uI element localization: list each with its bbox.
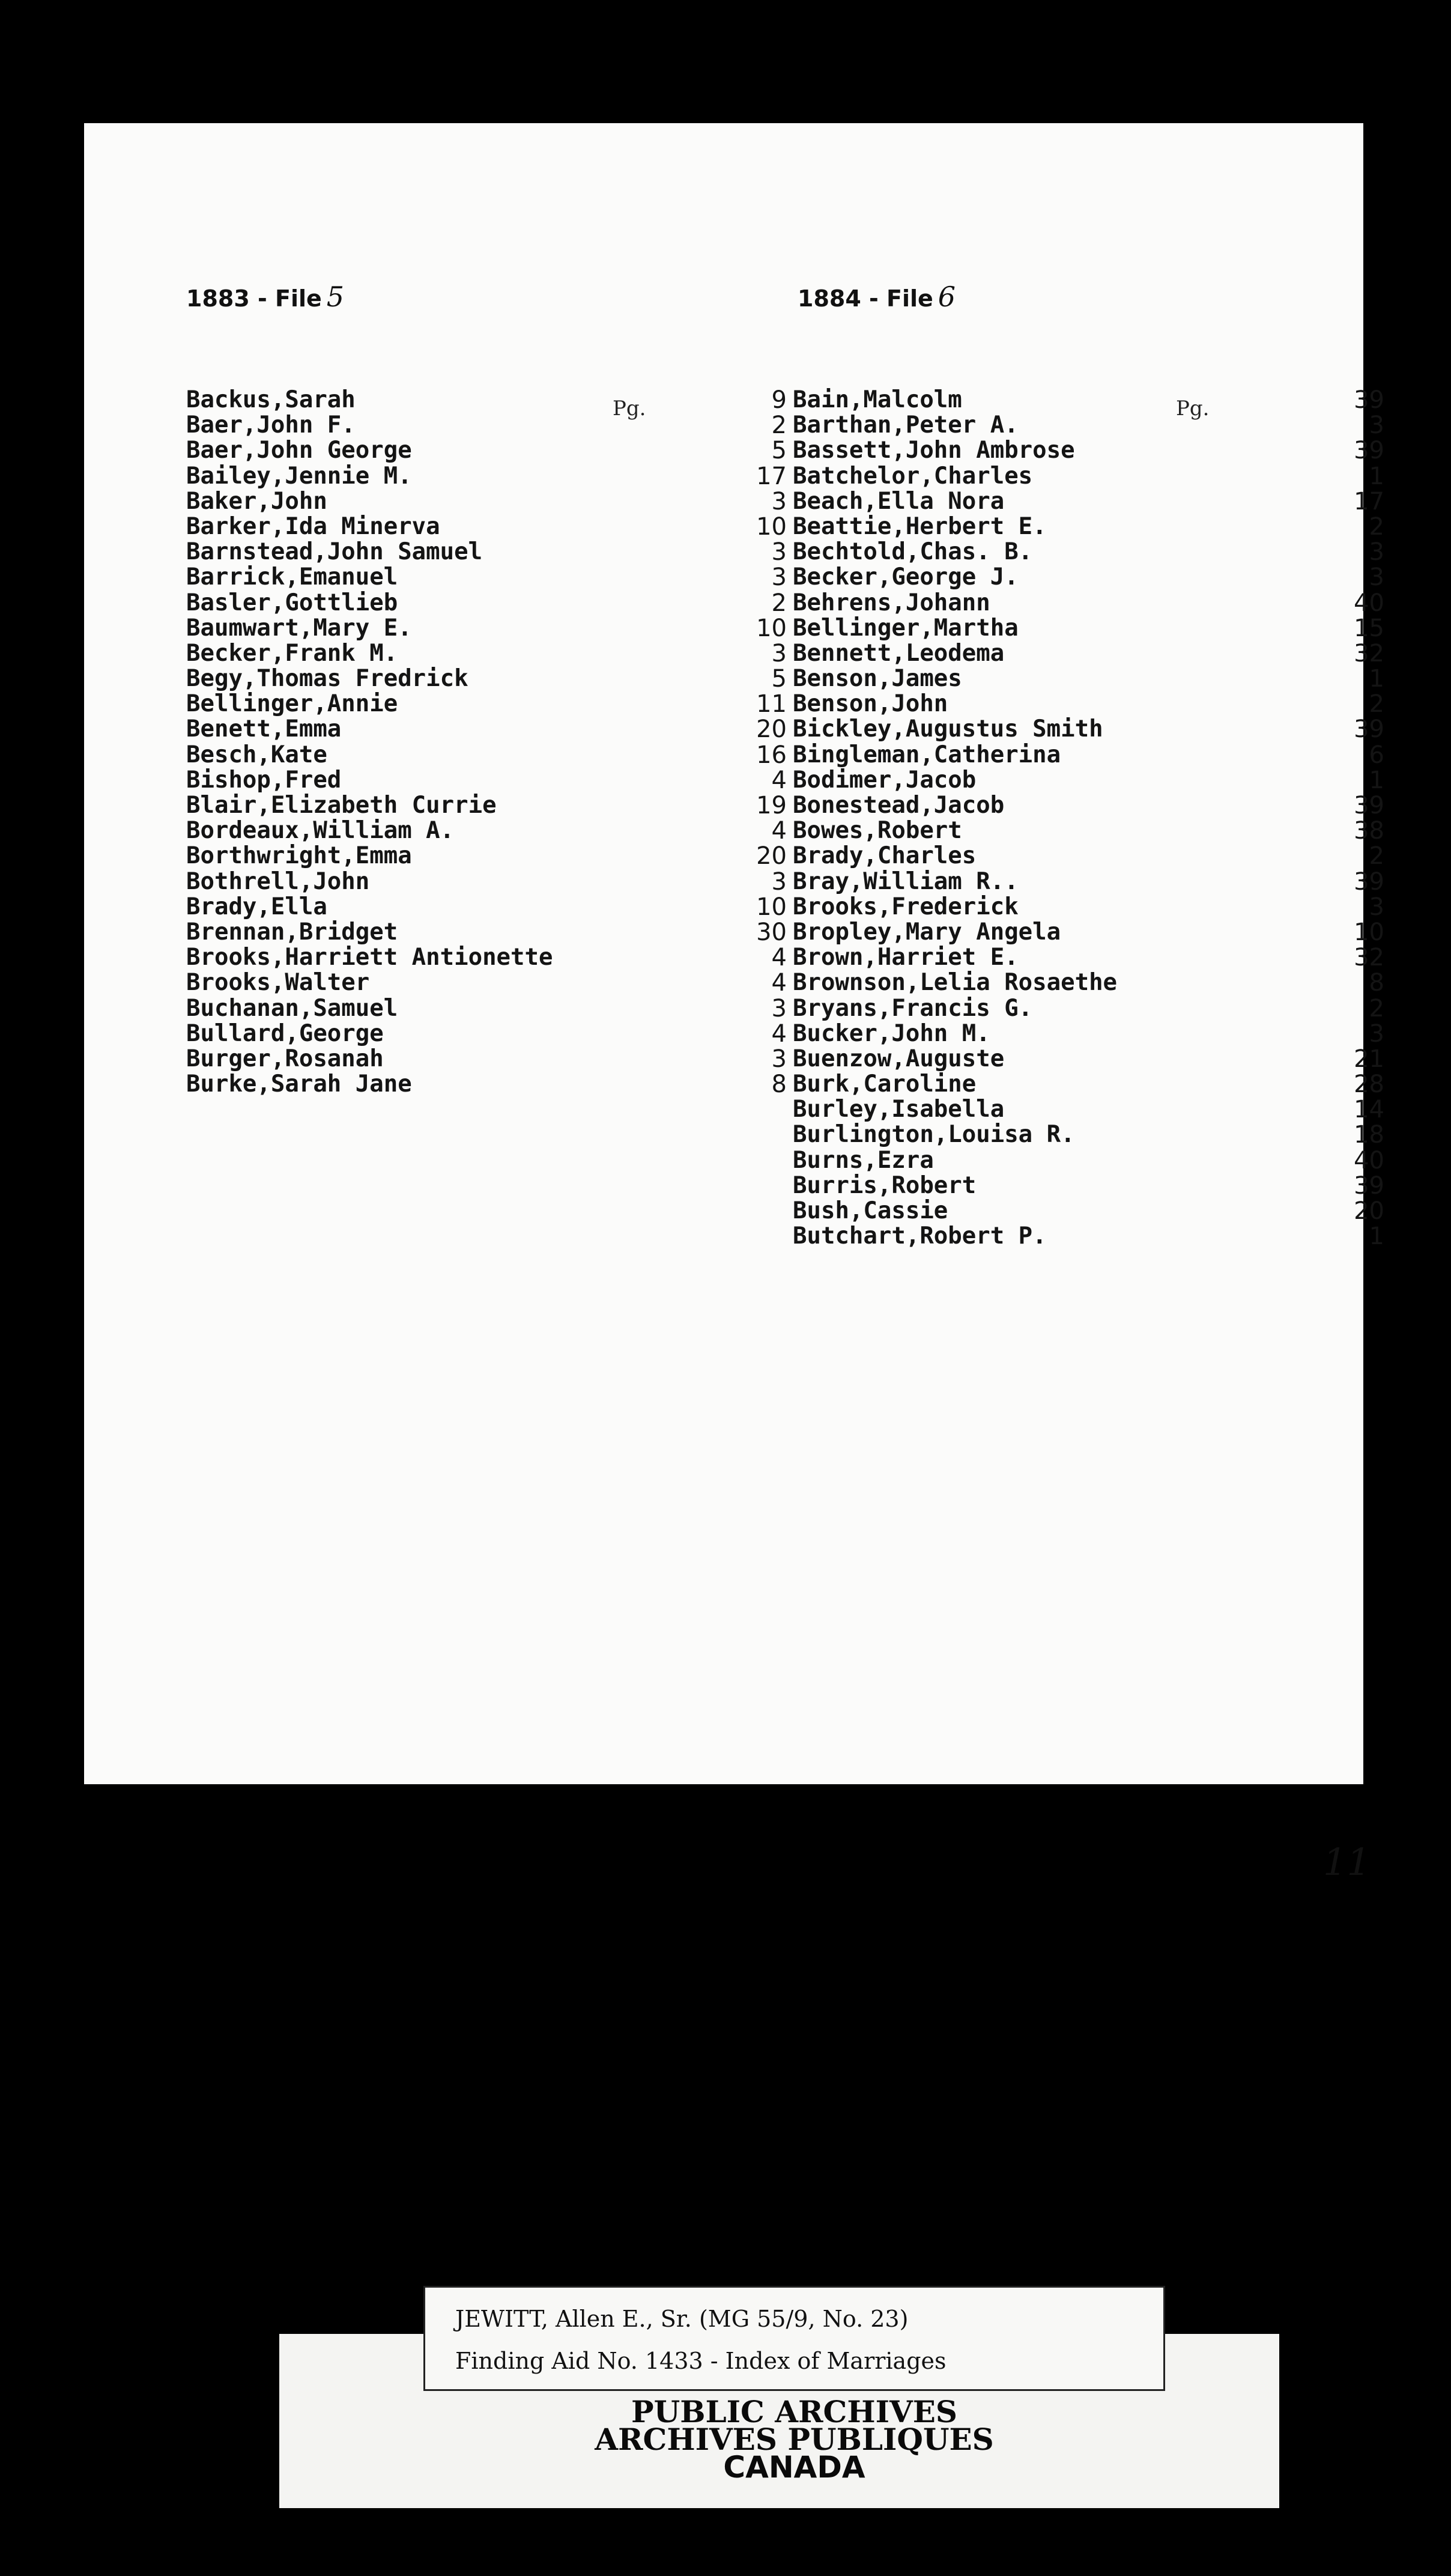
entry-page: 1 — [1369, 462, 1384, 490]
list-item — [186, 817, 787, 845]
list-item — [793, 616, 1387, 641]
entry-name: Bryans,Francis G. — [793, 994, 1033, 1022]
list-item — [793, 945, 1387, 970]
entry-page: 20 — [756, 715, 787, 744]
list-item — [793, 743, 1387, 768]
entry-page: 4 — [771, 944, 787, 972]
entry-name: Burley,Isabella — [793, 1096, 1005, 1123]
entry-page: 21 — [1354, 1045, 1384, 1073]
entry-page: 30 — [756, 918, 787, 946]
entry-page: 4 — [771, 766, 787, 794]
entry-page: 16 — [756, 741, 787, 769]
right-pg-label: Pg. — [1176, 396, 1210, 421]
entry-name: Brownson,Lelia Rosaethe — [793, 969, 1118, 997]
list-item — [793, 489, 1387, 514]
list-item — [793, 768, 1387, 793]
entry-name: Bain,Malcolm — [793, 386, 962, 413]
entry-page: 5 — [771, 665, 787, 693]
entry-page: 5 — [771, 437, 787, 465]
right-entry-list — [793, 387, 1387, 1249]
entry-name: Brady,Charles — [793, 842, 977, 870]
right-file-label: - File — [869, 285, 933, 312]
right-column-heading — [798, 281, 956, 313]
list-item — [793, 591, 1387, 616]
list-item — [793, 1097, 1387, 1122]
entry-page: 3 — [771, 1045, 787, 1073]
list-item — [793, 1072, 1387, 1097]
list-item — [793, 920, 1387, 945]
list-item — [186, 589, 787, 617]
right-year: 1884 — [798, 285, 861, 312]
list-item — [186, 386, 787, 414]
list-item — [793, 464, 1387, 489]
list-item — [793, 717, 1387, 742]
entry-name: Bropley,Mary Angela — [793, 918, 1061, 946]
entry-name: Buenzow,Auguste — [793, 1045, 1005, 1072]
entry-page: 10 — [756, 614, 787, 642]
list-item — [186, 564, 787, 592]
entry-name: Barker,Ida Minerva — [186, 512, 440, 540]
entry-name: Basler,Gottlieb — [186, 589, 398, 616]
list-item — [186, 639, 787, 667]
list-item — [186, 538, 787, 567]
list-item — [186, 512, 787, 541]
list-item — [793, 1122, 1387, 1147]
entry-name: Butchart,Robert P. — [793, 1223, 1047, 1250]
entry-name: Brooks,Frederick — [793, 893, 1019, 920]
entry-page: 3 — [1369, 1019, 1384, 1048]
list-item — [186, 969, 787, 997]
list-item — [186, 741, 787, 769]
list-item — [793, 514, 1387, 539]
list-item — [793, 818, 1387, 843]
list-item — [186, 918, 787, 946]
list-item — [793, 438, 1387, 463]
entry-name: Bellinger,Martha — [793, 614, 1019, 642]
entry-name: Batchelor,Charles — [793, 462, 1033, 490]
entry-name: Burger,Rosanah — [186, 1045, 384, 1072]
entry-name: Burke,Sarah Jane — [186, 1071, 412, 1098]
list-item — [186, 614, 787, 642]
entry-page: 10 — [756, 893, 787, 921]
entry-page: 32 — [1354, 944, 1384, 972]
entry-name: Benett,Emma — [186, 715, 342, 743]
entry-name: Blair,Elizabeth Currie — [186, 792, 497, 819]
entry-name: Becker,Frank M. — [186, 639, 398, 667]
list-item — [186, 715, 787, 744]
entry-name: Buchanan,Samuel — [186, 994, 398, 1022]
entry-name: Bush,Cassie — [793, 1197, 948, 1224]
document-page — [84, 123, 1384, 1884]
entry-name: Beach,Ella Nora — [793, 487, 1005, 515]
entry-name: Bowes,Robert — [793, 817, 962, 845]
entry-page: 10 — [1354, 918, 1384, 946]
list-item — [186, 437, 787, 465]
entry-page: 6 — [1369, 741, 1384, 769]
entry-name: Benson,John — [793, 690, 948, 718]
entry-name: Barthan,Peter A. — [793, 412, 1019, 439]
entry-page: 11 — [756, 690, 787, 718]
entry-page: 28 — [1354, 1071, 1384, 1099]
entry-page: 40 — [1354, 1146, 1384, 1174]
entry-page: 1 — [1369, 766, 1384, 794]
list-item — [186, 842, 787, 870]
entry-name: Bennett,Leodema — [793, 639, 1005, 667]
entry-page: 2 — [771, 589, 787, 617]
entry-name: Barrick,Emanuel — [186, 564, 398, 591]
archives-line-2: ARCHIVES PUBLIQUES — [595, 2422, 994, 2457]
list-item — [186, 994, 787, 1022]
entry-page: 4 — [771, 1019, 787, 1048]
entry-page: 2 — [1369, 842, 1384, 870]
list-item — [793, 1173, 1387, 1198]
left-column-heading — [186, 281, 344, 313]
entry-page: 15 — [1354, 614, 1384, 642]
entry-page: 3 — [771, 538, 787, 567]
list-item — [186, 412, 787, 440]
list-item — [186, 487, 787, 515]
entry-page: 3 — [771, 639, 787, 667]
list-item — [793, 1046, 1387, 1072]
left-file-number: 5 — [326, 281, 345, 313]
entry-page: 4 — [771, 817, 787, 845]
list-item — [793, 565, 1387, 590]
list-item — [793, 1148, 1387, 1173]
entry-page: 39 — [1354, 386, 1384, 414]
finding-aid-label — [423, 2286, 1165, 2391]
list-item — [186, 1045, 787, 1073]
entry-name: Bailey,Jennie M. — [186, 462, 412, 490]
entry-name: Bonestead,Jacob — [793, 792, 1005, 819]
entry-page: 40 — [1354, 589, 1384, 617]
right-file-number: 6 — [938, 281, 956, 313]
entry-name: Bullard,George — [186, 1019, 384, 1047]
list-item — [793, 869, 1387, 895]
list-item — [793, 1198, 1387, 1224]
entry-page: 3 — [1369, 893, 1384, 921]
entry-page: 2 — [1369, 994, 1384, 1022]
list-item — [186, 1071, 787, 1099]
entry-page: 19 — [756, 792, 787, 819]
list-item — [793, 641, 1387, 666]
entry-page: 18 — [1354, 1121, 1384, 1149]
entry-name: Brennan,Bridget — [186, 918, 398, 946]
archives-line-1: PUBLIC ARCHIVES — [631, 2394, 957, 2429]
entry-name: Baer,John F. — [186, 412, 356, 439]
entry-name: Bodimer,Jacob — [793, 766, 977, 794]
entry-page: 10 — [756, 512, 787, 541]
entry-page: 3 — [1369, 412, 1384, 440]
entry-name: Burris,Robert — [793, 1171, 977, 1199]
list-item — [793, 1021, 1387, 1046]
entry-name: Baumwart,Mary E. — [186, 614, 412, 642]
entry-page: 4 — [771, 969, 787, 997]
list-item — [793, 691, 1387, 717]
page-number: 11 — [1323, 1840, 1371, 1884]
list-item — [186, 893, 787, 921]
archives-stamp — [423, 2394, 1165, 2485]
list-item — [793, 970, 1387, 995]
entry-name: Bassett,John Ambrose — [793, 437, 1075, 464]
entry-name: Beattie,Herbert E. — [793, 512, 1047, 540]
entry-page: 3 — [771, 564, 787, 592]
list-item — [186, 462, 787, 490]
list-item — [793, 413, 1387, 438]
entry-name: Burns,Ezra — [793, 1146, 934, 1174]
entry-name: Bingleman,Catherina — [793, 741, 1061, 768]
entry-name: Brooks,Walter — [186, 969, 370, 997]
list-item — [186, 792, 787, 819]
list-item — [186, 944, 787, 972]
list-item — [793, 793, 1387, 818]
entry-page: 38 — [1354, 817, 1384, 845]
entry-page: 3 — [771, 867, 787, 896]
entry-name: Backus,Sarah — [186, 386, 356, 413]
entry-name: Bothrell,John — [186, 867, 370, 895]
entry-name: Barnstead,John Samuel — [186, 538, 483, 566]
entry-page: 2 — [1369, 512, 1384, 541]
archives-line-3: CANADA — [723, 2450, 865, 2485]
entry-name: Bray,William R.. — [793, 867, 1019, 895]
list-item — [793, 539, 1387, 565]
left-pg-label: Pg. — [613, 396, 646, 421]
entry-page: 1 — [1369, 665, 1384, 693]
entry-page: 39 — [1354, 1171, 1384, 1200]
entry-page: 17 — [1354, 487, 1384, 515]
entry-page: 1 — [1369, 1223, 1384, 1251]
list-item — [793, 387, 1387, 413]
list-item — [793, 843, 1387, 869]
entry-name: Brady,Ella — [186, 893, 327, 920]
left-entry-list — [186, 386, 787, 1099]
entry-page: 20 — [1354, 1197, 1384, 1225]
entry-page: 20 — [756, 842, 787, 870]
entry-page: 2 — [1369, 690, 1384, 718]
entry-name: Brown,Harriet E. — [793, 944, 1019, 971]
list-item — [186, 690, 787, 718]
entry-page: 3 — [771, 487, 787, 515]
entry-name: Besch,Kate — [186, 741, 327, 768]
entry-name: Baker,John — [186, 487, 327, 515]
entry-name: Bordeaux,William A. — [186, 817, 455, 845]
entry-name: Bickley,Augustus Smith — [793, 715, 1103, 743]
left-year: 1883 — [186, 285, 250, 312]
list-item — [186, 867, 787, 896]
entry-name: Behrens,Johann — [793, 589, 990, 616]
list-item — [186, 665, 787, 693]
list-item — [793, 1224, 1387, 1249]
entry-name: Bishop,Fred — [186, 766, 342, 794]
label-line-1: JEWITT, Allen E., Sr. (MG 55/9, No. 23) — [455, 2306, 909, 2332]
entry-name: Baer,John George — [186, 437, 412, 464]
label-line-2: Finding Aid No. 1433 - Index of Marriages — [455, 2348, 947, 2374]
list-item — [186, 1019, 787, 1048]
entry-page: 8 — [771, 1071, 787, 1099]
entry-name: Becker,George J. — [793, 564, 1019, 591]
entry-page: 14 — [1354, 1096, 1384, 1124]
entry-name: Burlington,Louisa R. — [793, 1121, 1075, 1149]
entry-name: Borthwright,Emma — [186, 842, 412, 870]
entry-page: 8 — [1369, 969, 1384, 997]
entry-page: 39 — [1354, 792, 1384, 819]
entry-name: Benson,James — [793, 665, 962, 693]
entry-page: 39 — [1354, 715, 1384, 744]
entry-page: 2 — [771, 412, 787, 440]
entry-page: 9 — [771, 386, 787, 414]
entry-name: Bechtold,Chas. B. — [793, 538, 1033, 566]
list-item — [793, 666, 1387, 691]
entry-name: Bucker,John M. — [793, 1019, 990, 1047]
entry-page: 3 — [771, 994, 787, 1022]
entry-name: Begy,Thomas Fredrick — [186, 665, 468, 693]
list-item — [793, 996, 1387, 1021]
list-item — [793, 895, 1387, 920]
entry-page: 39 — [1354, 867, 1384, 896]
entry-name: Burk,Caroline — [793, 1071, 977, 1098]
entry-page: 3 — [1369, 564, 1384, 592]
list-item — [186, 766, 787, 794]
entry-page: 39 — [1354, 437, 1384, 465]
entry-name: Bellinger,Annie — [186, 690, 398, 718]
entry-page: 32 — [1354, 639, 1384, 667]
entry-page: 3 — [1369, 538, 1384, 567]
entry-name: Brooks,Harriett Antionette — [186, 944, 553, 971]
entry-page: 17 — [756, 462, 787, 490]
left-file-label: - File — [258, 285, 322, 312]
